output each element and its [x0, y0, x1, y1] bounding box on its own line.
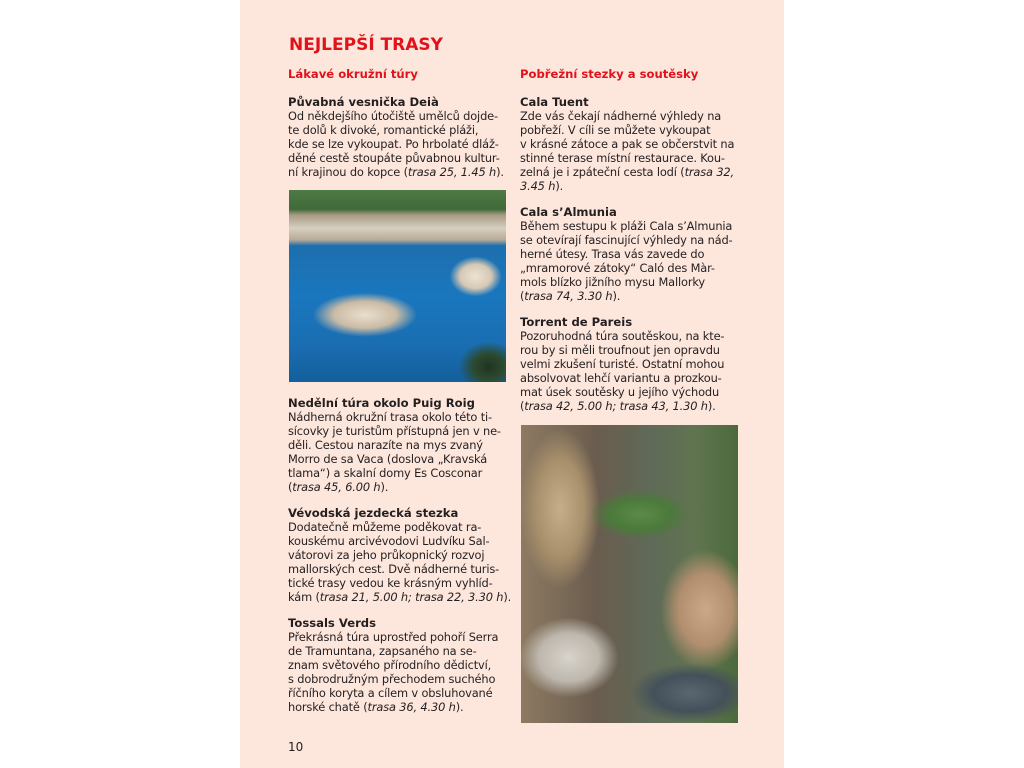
photo-rocky-gorge [521, 425, 738, 723]
text-line: velmi zkušení turisté. Ostatní mohou [520, 357, 725, 371]
route-info: trasa 42, 5.00 h; trasa 43, 1.30 h [524, 399, 708, 413]
route-info: trasa 36, 4.30 h [367, 700, 456, 714]
text-line: rou by si měli troufnout jen opravdu [520, 343, 720, 357]
text-line: Morro de sa Vaca (doslova „Kravská [288, 452, 488, 466]
text-line: Zde vás čekají nádherné výhledy na [520, 109, 722, 123]
text-line [520, 289, 744, 303]
text-line: absolvovat lehčí variantu a prozkou- [520, 371, 722, 385]
text-line: tlama“) a skalní domy Es Cosconar [288, 466, 483, 480]
section-heading-coastal-paths: Pobřežní stezky a soutěsky [520, 67, 699, 81]
text-fragment: ). [555, 179, 564, 193]
text-fragment: horské chatě ( [288, 700, 368, 714]
text-fragment: ). [455, 700, 464, 714]
photo-coastal-bay [289, 190, 506, 382]
text-line: Nádherná okružní trasa okolo této ti- [288, 410, 492, 424]
entry-body [288, 630, 512, 714]
text-line: se otevírají fascinující výhledy na nád- [520, 233, 733, 247]
text-fragment: ). [503, 590, 512, 604]
entry-title: Nedělní túra okolo Puig Roig [288, 396, 475, 410]
text-line: děné cestě stoupáte půvabnou kultur- [288, 151, 500, 165]
text-line: s dobrodružným přechodem suchého [288, 672, 496, 686]
route-info: trasa 25, 1.45 h [407, 165, 497, 179]
text-line: mols blízko jižního mysu Mallorky [520, 275, 705, 289]
route-info: 3.45 h [520, 179, 556, 193]
text-line: vátorovi za jeho průkopnický rozvoj [288, 548, 485, 562]
entry-ducal-bridle-path [288, 506, 512, 604]
entry-title: Cala Tuent [520, 95, 589, 109]
text-line: sícovky je turistům přístupná jen v ne- [288, 424, 501, 438]
text-line: Překrásná túra uprostřed pohoří Serra [288, 630, 499, 644]
entry-title: Tossals Verds [288, 616, 376, 630]
text-line [520, 165, 744, 179]
text-line: mat úsek soutěsky u jejího východu [520, 385, 720, 399]
entry-title: Vévodská jezdecká stezka [288, 506, 459, 520]
book-page [240, 0, 784, 768]
text-line: herné útesy. Trasa vás zavede do [520, 247, 705, 261]
entry-body [288, 109, 512, 179]
text-line: Dodatečně můžeme poděkovat ra- [288, 520, 482, 534]
entry-body [288, 410, 512, 494]
text-fragment: ). [707, 399, 716, 413]
text-line: v krásné zátoce a pak se občerstvit na [520, 137, 735, 151]
entry-tossals-verds [288, 616, 512, 714]
text-fragment: kám ( [288, 590, 320, 604]
entry-puig-roig [288, 396, 512, 494]
entry-body [520, 329, 744, 413]
route-info: trasa 32, [684, 165, 734, 179]
text-line: Od někdejšího útočiště umělců dojde- [288, 109, 498, 123]
left-column [288, 66, 512, 191]
text-line [520, 399, 744, 413]
text-line: pobřeží. V cíli se můžete vykoupat [520, 123, 711, 137]
text-line: kde se lze vykoupat. Po hrbolaté dláž- [288, 137, 499, 151]
text-fragment: zelná je i zpáteční cesta lodí ( [520, 165, 685, 179]
text-fragment: ní krajinou do kopce ( [288, 165, 408, 179]
text-line [520, 179, 744, 193]
text-fragment: ). [380, 480, 389, 494]
entry-torrent-de-pareis [520, 315, 744, 413]
entry-body [520, 219, 744, 303]
text-fragment: ( [288, 480, 293, 494]
text-line: te dolů k divoké, romantické pláži, [288, 123, 479, 137]
text-fragment: ). [612, 289, 621, 303]
text-line [288, 700, 512, 714]
text-fragment: ). [496, 165, 504, 179]
route-info: trasa 74, 3.30 h [524, 289, 613, 303]
entry-body [288, 520, 512, 604]
left-column-lower [288, 396, 512, 726]
right-column [520, 66, 744, 425]
text-line: děli. Cestou narazíte na mys zvaný [288, 438, 483, 452]
entry-body [520, 109, 744, 193]
text-line: Pozoruhodná túra soutěskou, na kte- [520, 329, 725, 343]
text-line: mallorských cest. Dvě nádherné turis- [288, 562, 500, 576]
entry-title: Půvabná vesnička Deià [288, 95, 439, 109]
entry-title: Cala s’Almunia [520, 205, 617, 219]
entry-deia [288, 95, 512, 179]
text-line: říčního koryta a cílem v obsluhované [288, 686, 493, 700]
text-line: tické trasy vedou ke krásným vyhlíd- [288, 576, 493, 590]
text-line: kouskému arcivévodovi Ludvíku Sal- [288, 534, 490, 548]
text-line [288, 480, 512, 494]
route-info: trasa 45, 6.00 h [292, 480, 381, 494]
text-line: Během sestupu k pláži Cala s’Almunia [520, 219, 733, 233]
text-line [288, 165, 512, 179]
entry-cala-s-almunia [520, 205, 744, 303]
text-line: de Tramuntana, zapsaného na se- [288, 644, 477, 658]
page-number: 10 [288, 740, 304, 754]
text-fragment: ( [520, 289, 525, 303]
text-fragment: ( [520, 399, 525, 413]
text-line: stinné terase místní restaurace. Kou- [520, 151, 725, 165]
section-heading-loop-trails: Lákavé okružní túry [288, 67, 418, 81]
entry-cala-tuent [520, 95, 744, 193]
route-info: trasa 21, 5.00 h; trasa 22, 3.30 h [319, 590, 504, 604]
text-line: „mramorové zátoky“ Caló des Màr- [520, 261, 715, 275]
text-line [288, 590, 512, 604]
page-title: NEJLEPŠÍ TRASY [289, 35, 443, 55]
entry-title: Torrent de Pareis [520, 315, 633, 329]
text-line: znam světového přírodního dědictví, [288, 658, 492, 672]
